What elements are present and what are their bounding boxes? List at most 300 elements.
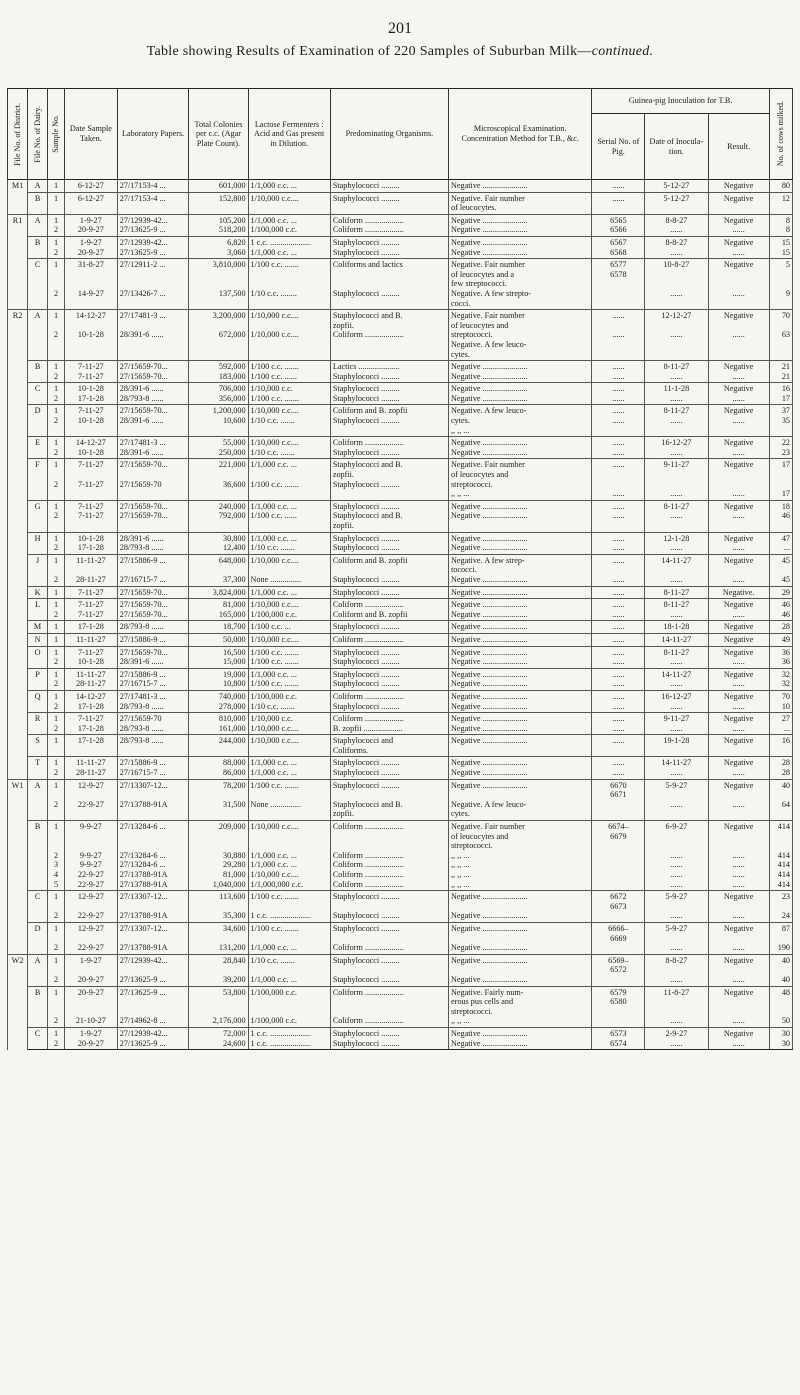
dairy-cell: M [28, 621, 48, 634]
table-row [8, 383, 793, 405]
inoculation-result: Negative [723, 193, 754, 203]
cows-milked: 16 [781, 736, 790, 746]
inoculation-result: ...... [732, 974, 745, 984]
cows-milked [772, 480, 790, 490]
cows-milked: 28 [781, 758, 790, 768]
predominating-organisms: Staphylococci ......... [332, 543, 400, 553]
lab-papers: 27/15659-70... [119, 406, 168, 416]
predominating-organisms-cell [330, 500, 448, 532]
sample-date: 21-10-27 [75, 1016, 106, 1026]
predominating-organisms: Coliforms and lactics [332, 260, 403, 270]
inoculation-result: Negative [723, 647, 754, 657]
cows-milked [772, 841, 790, 851]
lactose-dilution-cell [248, 646, 330, 668]
predominating-organisms-cell [330, 192, 448, 214]
table-row [8, 646, 793, 668]
lab-papers: 27/13284-6 ... [119, 850, 166, 860]
inoculation-result: Negative [723, 555, 754, 565]
inoculation-date: 8-11-27 [663, 501, 690, 511]
serial-no: ...... [612, 736, 625, 746]
dairy-cell: L [28, 599, 48, 621]
serial-no-cell [592, 459, 645, 500]
lactose-dilution-cell [248, 633, 330, 646]
predominating-organisms-cell [330, 459, 448, 500]
table-row [8, 586, 793, 599]
lab-papers: 27/15659-70... [119, 362, 168, 372]
inoculation-date: 8-8-27 [665, 955, 688, 965]
predominating-organisms: Coliform ................... [332, 215, 404, 225]
inoculation-date: ...... [670, 1038, 683, 1048]
inoculation-date: ...... [670, 723, 683, 733]
inoculation-result-cell [708, 735, 769, 757]
sample-no-cell [48, 621, 65, 634]
inoculation-date: 14-11-27 [661, 634, 692, 644]
microscopical-result [451, 934, 589, 944]
lab-papers: 27/14962-8 ... [119, 1016, 166, 1026]
inoculation-result: Negative [723, 260, 754, 270]
sample-no: 1 [53, 714, 59, 724]
predominating-organisms: zopfii. [332, 521, 354, 530]
total-colonies-cell [189, 500, 248, 532]
inoculation-date: ...... [670, 679, 683, 689]
lab-papers [120, 902, 187, 912]
lab-papers: 28/793-8 ...... [119, 736, 164, 746]
cows-milked [772, 790, 790, 800]
total-colonies-cell [189, 437, 248, 459]
lactose-dilution: 1/10,000 c.c.... [250, 723, 299, 733]
lactose-dilution: 1/100 c.c. ....... [250, 780, 299, 790]
cows-milked: 10 [781, 701, 790, 711]
lactose-dilution-cell [248, 891, 330, 923]
serial-no-cell [592, 891, 645, 923]
microscopical-result: Negative ...................... [451, 393, 528, 403]
sample-no: 1 [53, 736, 59, 746]
inoculation-result-cell [708, 532, 769, 554]
microscopical-result: Negative ...................... [451, 923, 528, 933]
inoculation-result: ...... [732, 768, 745, 778]
cows-milked [772, 832, 790, 842]
sample-no: 1 [53, 260, 59, 270]
lactose-dilution-cell [248, 192, 330, 214]
microscopical-result: Negative ...................... [451, 543, 528, 553]
table-row [8, 954, 793, 986]
inoculation-date: 5-9-27 [665, 780, 688, 790]
serial-no: 6679 [610, 831, 627, 841]
lactose-dilution: 1/100 c.c. ....... [250, 657, 299, 667]
inoculation-result [711, 997, 767, 1007]
serial-no-cell [592, 310, 645, 361]
cows-milked [772, 279, 790, 289]
lab-papers-cell [117, 459, 189, 500]
serial-no: ...... [612, 384, 625, 394]
district-cell: M1 [8, 180, 28, 215]
total-colonies: 209,000 [218, 822, 246, 832]
microscopical-result: Negative ...................... [451, 622, 528, 632]
serial-no-cell [592, 621, 645, 634]
microscopical-result: Negative ...................... [451, 587, 528, 597]
sample-date: 12-9-27 [77, 923, 104, 933]
inoculation-date-cell [645, 891, 708, 923]
cows-milked: 87 [781, 923, 790, 933]
lactose-dilution-cell [248, 180, 330, 193]
microscopical-result: few streptococci. [451, 279, 507, 289]
district-cell: W2 [8, 954, 28, 1049]
sample-no-cell [48, 1027, 65, 1049]
lab-papers: 27/15659-70... [119, 600, 168, 610]
cows-milked: 46 [781, 600, 790, 610]
predominating-organisms: Coliform ................... [332, 600, 404, 610]
lab-papers: 27/15659-70... [119, 501, 168, 511]
lactose-dilution: 1 c.c. .................... [250, 237, 312, 247]
inoculation-date [647, 997, 705, 1007]
sample-no: 1 [53, 384, 59, 394]
predominating-organisms [333, 934, 446, 944]
cows-milked: 414 [777, 860, 790, 870]
inoculation-result: ...... [732, 447, 745, 457]
lactose-dilution-cell [248, 586, 330, 599]
serial-no: ...... [612, 723, 625, 733]
sample-date: 7-11-27 [78, 511, 104, 521]
total-colonies: 53,800 [223, 987, 246, 997]
microscopical-result-cell [449, 361, 592, 383]
inoculation-date: 14-11-27 [661, 669, 692, 679]
lactose-dilution-cell [248, 821, 330, 891]
lab-papers: 28/391-6 ...... [119, 416, 164, 426]
microscopical-result: Negative ...................... [451, 647, 528, 657]
inoculation-date: ...... [670, 247, 683, 257]
inoculation-date: 12-1-28 [663, 533, 690, 543]
table-caption [0, 44, 800, 60]
predominating-organisms: Staphylococci ......... [332, 955, 400, 965]
cows-milked: 16 [781, 384, 790, 394]
cows-milked-cell [769, 757, 792, 779]
sample-no-cell [48, 405, 65, 437]
sample-date: 7-11-27 [78, 479, 104, 489]
total-colonies: 10,600 [223, 416, 246, 426]
inoculation-date [647, 321, 705, 331]
total-colonies: 29,280 [223, 860, 246, 870]
inoculation-result-cell [708, 259, 769, 310]
lab-papers: 27/13284-6 ... [119, 860, 166, 870]
table-row [8, 821, 793, 891]
serial-no: ...... [612, 622, 625, 632]
cows-milked: 27 [781, 714, 790, 724]
dairy-cell: A [28, 954, 48, 986]
lab-papers: 27/15659-70... [119, 609, 168, 619]
lab-papers-cell [117, 954, 189, 986]
sample-date-cell [64, 1027, 117, 1049]
serial-no: ...... [612, 768, 625, 778]
cows-milked-cell [769, 713, 792, 735]
lab-papers [120, 321, 187, 331]
total-colonies: 6,820 [227, 237, 246, 247]
microscopical-result-cell [449, 405, 592, 437]
sample-date: 10-1-28 [77, 533, 104, 543]
sample-no: 5 [53, 879, 59, 889]
total-colonies-cell [189, 180, 248, 193]
sample-no: 2 [53, 479, 59, 489]
serial-no: 6572 [610, 965, 627, 975]
serial-no: ...... [612, 330, 625, 340]
inoculation-date: ...... [670, 330, 683, 340]
sample-date: 7-11-27 [78, 609, 104, 619]
microscopical-result: Negative ...................... [451, 768, 528, 778]
sample-no: 2 [53, 1038, 59, 1048]
serial-no-cell [592, 500, 645, 532]
serial-no-cell [592, 554, 645, 586]
predominating-organisms [333, 1007, 446, 1017]
lab-papers-cell [117, 621, 189, 634]
lab-papers: 27/13625-9 ... [119, 225, 166, 235]
inoculation-result-cell [708, 437, 769, 459]
serial-no: 6574 [610, 1038, 627, 1048]
sample-date-cell [64, 646, 117, 668]
predominating-organisms: Staphylococci ......... [332, 479, 400, 489]
total-colonies: 792,000 [218, 511, 246, 521]
inoculation-date-cell [645, 554, 708, 586]
inoculation-date: 14-11-27 [661, 555, 692, 565]
serial-no: 6567 [610, 237, 627, 247]
predominating-organisms-cell [330, 259, 448, 310]
cows-milked: 45 [781, 574, 790, 584]
sample-no: 2 [53, 657, 59, 667]
microscopical-result-cell [449, 259, 592, 310]
predominating-organisms [333, 841, 446, 851]
cows-milked: 50 [781, 1016, 790, 1026]
lactose-dilution [251, 270, 328, 280]
inoculation-date: 18-1-28 [663, 622, 690, 632]
sample-date: 10-1-28 [77, 657, 104, 667]
sample-date-cell [64, 554, 117, 586]
predominating-organisms: zopfii. [332, 809, 354, 819]
total-colonies: 137,500 [218, 288, 246, 298]
inoculation-result: ...... [732, 416, 745, 426]
serial-no: 6569– [608, 955, 629, 965]
sample-no-cell [48, 986, 65, 1027]
total-colonies: 36,600 [223, 479, 246, 489]
total-colonies-cell [189, 633, 248, 646]
table-row [8, 361, 793, 383]
predominating-organisms-cell [330, 735, 448, 757]
lactose-dilution: 1/10,000 c.c. [250, 384, 293, 394]
microscopical-result-cell [449, 713, 592, 735]
inoculation-date-cell [645, 757, 708, 779]
inoculation-result-cell [708, 192, 769, 214]
sample-no: 1 [53, 822, 59, 832]
sample-no-cell [48, 259, 65, 310]
cows-milked: 18 [781, 501, 790, 511]
lab-papers-cell [117, 1027, 189, 1049]
inoculation-date-cell [645, 500, 708, 532]
sample-date-cell [64, 986, 117, 1027]
cows-milked: 23 [781, 892, 790, 902]
lactose-dilution: 1/10,000 c.c.... [250, 330, 299, 340]
col-organisms: Predominating Organisms. [330, 89, 448, 180]
lactose-dilution: 1/10 c.c. ....... [250, 543, 295, 553]
sample-date-cell [64, 532, 117, 554]
lactose-dilution: 1 c.c. .................... [250, 911, 312, 921]
table-row [8, 922, 793, 954]
lactose-dilution-cell [248, 690, 330, 712]
sample-date: 20-9-27 [77, 225, 104, 235]
table-row [8, 1027, 793, 1049]
lactose-dilution: 1/1,000 c.c. ... [250, 533, 297, 543]
microscopical-result: cytes. [451, 809, 470, 819]
cows-milked: 30 [781, 1038, 790, 1048]
predominating-organisms [333, 279, 446, 289]
microscopical-result: Negative. A few strep- [451, 555, 525, 565]
inoculation-result: ...... [732, 371, 745, 381]
col-inoc-date: Date of Inocula-tion. [645, 114, 708, 180]
inoculation-result [711, 565, 767, 575]
col-sample: Sample No. [48, 89, 65, 180]
predominating-organisms: Coliform ................... [332, 943, 404, 953]
inoculation-date-cell [645, 713, 708, 735]
dairy-cell: B [28, 361, 48, 383]
inoculation-result-cell [708, 236, 769, 258]
lab-papers-cell [117, 437, 189, 459]
lactose-dilution-cell [248, 621, 330, 634]
serial-no: ...... [612, 393, 625, 403]
sample-date-cell [64, 954, 117, 986]
predominating-organisms: Coliform and B. zopfii [332, 555, 408, 565]
lab-papers: 27/12939-42... [119, 955, 168, 965]
sample-no: 1 [53, 622, 59, 632]
inoculation-date-cell [645, 779, 708, 820]
sample-date [67, 832, 115, 842]
serial-no-cell [592, 646, 645, 668]
inoculation-result-cell [708, 459, 769, 500]
predominating-organisms: Staphylococci ......... [332, 501, 400, 511]
lab-papers: 27/17481-3 ... [119, 438, 166, 448]
inoculation-date [647, 565, 705, 575]
microscopical-result [451, 965, 589, 975]
lab-papers-cell [117, 361, 189, 383]
inoculation-date: 8-11-27 [663, 587, 690, 597]
serial-no [594, 565, 642, 575]
lab-papers: 27/15886-9 ... [119, 758, 166, 768]
inoculation-result: Negative. [722, 587, 755, 597]
sample-no [50, 790, 62, 800]
predominating-organisms: Coliform ................... [332, 822, 404, 832]
sample-date-cell [64, 891, 117, 923]
sample-date: 20-9-27 [77, 974, 104, 984]
serial-no: 6674– [608, 822, 629, 832]
cows-milked: 40 [781, 955, 790, 965]
inoculation-date: ...... [670, 489, 683, 499]
sample-date [67, 790, 115, 800]
microscopical-result: Negative ...................... [451, 943, 528, 953]
cows-milked: 30 [781, 1028, 790, 1038]
inoculation-date: ...... [670, 799, 683, 809]
microscopical-result: Negative. Fair number [451, 193, 525, 203]
sample-date: 14-12-27 [75, 311, 106, 321]
predominating-organisms [333, 965, 446, 975]
serial-no: ...... [612, 609, 625, 619]
lactose-dilution: 1/1,000 c.c. ... [250, 758, 297, 768]
lactose-dilution: 1/100,000 c.c. [250, 987, 297, 997]
inoculation-result: ...... [732, 330, 745, 340]
inoculation-result: Negative [723, 533, 754, 543]
total-colonies: 12,400 [223, 543, 246, 553]
total-colonies-cell [189, 821, 248, 891]
col-lactose: Lactose Fermenters : Acid and Gas present in Dilution. [248, 89, 330, 180]
serial-no-cell [592, 668, 645, 690]
sample-no: 1 [53, 600, 59, 610]
cows-milked-cell [769, 599, 792, 621]
cows-milked: 17 [781, 489, 790, 499]
sample-date: 11-11-27 [76, 634, 106, 644]
sample-no: 1 [53, 669, 59, 679]
predominating-organisms: Staphylococci ......... [332, 701, 400, 711]
predominating-organisms: Staphylococci ......... [332, 384, 400, 394]
sample-no-cell [48, 891, 65, 923]
sample-no: 1 [53, 780, 59, 790]
lab-papers-cell [117, 383, 189, 405]
sample-date-cell [64, 735, 117, 757]
serial-no: 6666– [608, 923, 629, 933]
dairy-cell: C [28, 259, 48, 310]
serial-no: ...... [612, 438, 625, 448]
predominating-organisms: Staphylococci ......... [332, 288, 400, 298]
inoculation-result-cell [708, 554, 769, 586]
inoculation-date: 9-11-27 [663, 460, 690, 470]
sample-no-cell [48, 757, 65, 779]
cows-milked-cell [769, 954, 792, 986]
inoculation-result [711, 965, 767, 975]
inoculation-result-cell [708, 646, 769, 668]
sample-no: 2 [53, 701, 59, 711]
inoculation-result: ...... [732, 911, 745, 921]
serial-no: ...... [612, 543, 625, 553]
inoculation-result [711, 841, 767, 851]
lactose-dilution: 1/10 c.c. ....... [250, 447, 295, 457]
sample-date: 31-8-27 [77, 260, 104, 270]
inoculation-date-cell [645, 986, 708, 1027]
total-colonies: 28,840 [223, 955, 246, 965]
serial-no: ...... [612, 555, 625, 565]
predominating-organisms-cell [330, 779, 448, 820]
col-lab: Laboratory Papers. [117, 89, 189, 180]
inoculation-result: Negative [723, 955, 754, 965]
inoculation-result-cell [708, 821, 769, 891]
microscopical-result-cell [449, 621, 592, 634]
lactose-dilution-cell [248, 735, 330, 757]
inoculation-date: ...... [670, 393, 683, 403]
total-colonies: 16,500 [223, 647, 246, 657]
total-colonies-cell [189, 586, 248, 599]
lactose-dilution: 1/10,000 c.c.... [250, 600, 299, 610]
lactose-dilution: 1/10,000 c.c.... [250, 736, 299, 746]
predominating-organisms: Staphylococci ......... [332, 371, 400, 381]
total-colonies-cell [189, 599, 248, 621]
microscopical-result-cell [449, 757, 592, 779]
inoculation-date: ...... [670, 543, 683, 553]
sample-date-cell [64, 236, 117, 258]
inoculation-result [711, 270, 767, 280]
dairy-cell: N [28, 633, 48, 646]
lactose-dilution: 1/1,000 c.c. ... [250, 247, 297, 257]
dairy-cell: S [28, 735, 48, 757]
sample-date: 1-9-27 [79, 955, 102, 965]
sample-no: 2 [53, 943, 59, 953]
microscopical-result: Negative ...................... [451, 574, 528, 584]
lactose-dilution: 1/10,000 c.c. [250, 714, 293, 724]
total-colonies: 50,000 [223, 634, 246, 644]
sample-no: 1 [53, 1028, 59, 1038]
microscopical-result-cell [449, 633, 592, 646]
serial-no: ...... [612, 657, 625, 667]
